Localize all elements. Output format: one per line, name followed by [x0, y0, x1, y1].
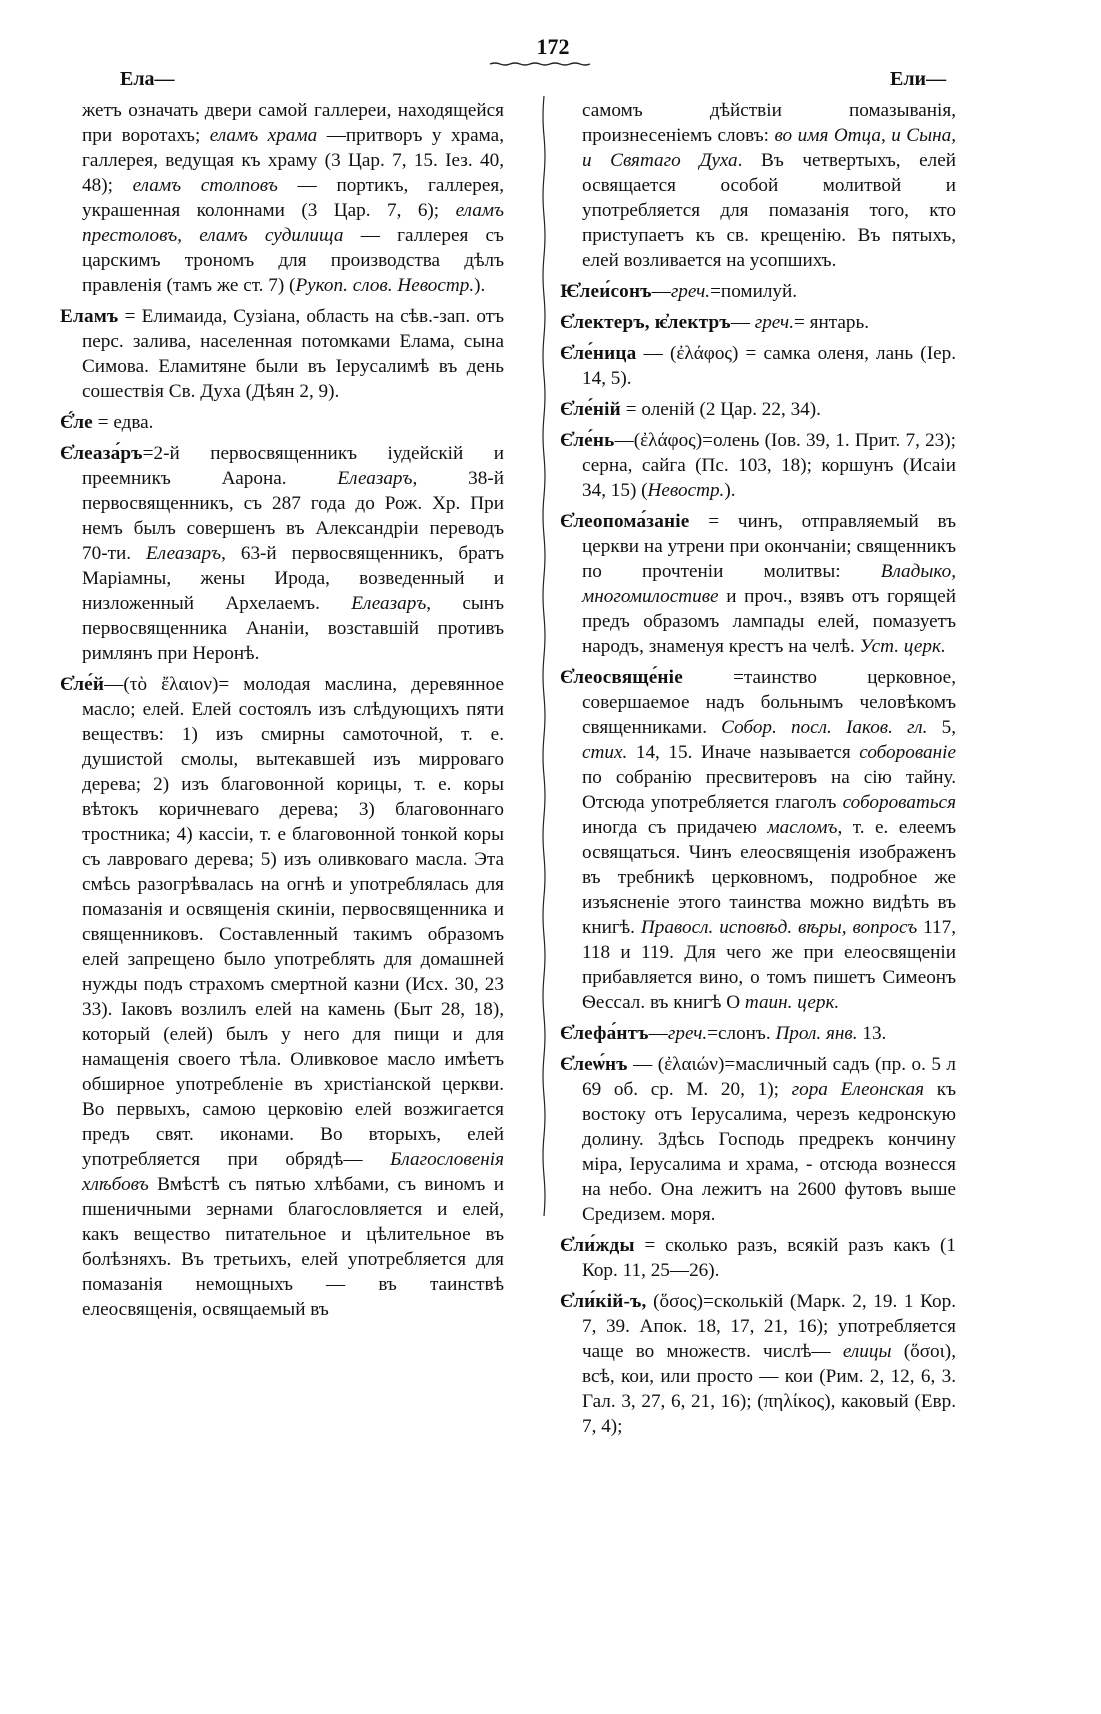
entry-elam: Еламъ = Елимаида, Сузіана, область на сѣв.-зап. отъ перс. залива, населенная потомками Елама, сына Симова. Еламитяне были въ Іерусалимѣ въ день сошествія Св. Духа (Дѣян 2, 9).	[60, 306, 504, 402]
headword: Є҆ле́ній	[560, 399, 621, 420]
page-number: 172	[536, 34, 570, 59]
page-number-wavy-rule	[490, 62, 590, 66]
column-divider	[540, 96, 548, 1216]
headword: Є҆ли́кій-ъ,	[560, 1291, 647, 1312]
entry-elen: Є҆ле́нь—(ἐλάφος)=олень (Іов. 39, 1. Прит. 7, 23); серна, сайга (Пс. 103, 18); коршунъ (Исаіи 34, 15) (Невостр.).	[560, 430, 956, 501]
entry-elei: Є҆ле́й—(τὸ ἔλαιον)= молодая маслина, деревянное масло; елей. Елей состоялъ изъ слѣдующихъ пяти веществъ: 1) изъ смирны самоточной, т. е. душистой смолы, вытекавшей изъ мирроваго дерева; 2) изъ благовонной корицы, т. е. коры вѣтокъ коричневаго дерева; 3) благовоннаго тростника; 4) кассіи, т. е благовонной тонкой коры съ лавроваго дерева; 5) изъ оливковаго масла. Эта смѣсь разогрѣвалась на огнѣ и употреблялась для помазанія и освященія скиніи, первосвященника и священниковъ. Составленный такимъ образомъ елей запрещено было употреблять для домашней нужды подъ страхомъ смертной казни (Исх. 30, 23 33). Іаковъ возлилъ елей на камень (Быт 28, 18), который (елей) былъ у него для пищи и для намащенія своего тѣла. Оливковое масло имѣетъ обширное употребленіе въ христіанской церкви. Во первыхъ, самою церковію елей возжигается предъ свят. иконами. Во вторыхъ, елей употребляется при обрядѣ— Благословенія хлѣбовъ Вмѣстѣ съ пятью хлѣбами, съ виномъ и пшеничными зернами благословляется и елей, какъ вещество питательное и цѣлительное въ болѣзняхъ. Въ третьихъ, елей употребляется для помазанія немощныхъ — въ таинствѣ елеосвященія, освящаемый въ	[60, 674, 504, 1320]
headword: Є҆́ле	[60, 412, 93, 433]
headword: Є҆леаза́ръ	[60, 443, 143, 464]
entry-elefant: Є҆лефа́нтъ—греч.=слонъ. Прол. янв. 13.	[560, 1023, 887, 1044]
right-column	[560, 98, 956, 1445]
headword: Є҆леѡ́нъ	[560, 1054, 628, 1075]
headword: Є҆ле́нь	[560, 430, 615, 451]
headword: Є҆лектеръ, ѥ҆лектръ	[560, 312, 731, 333]
entry-elekter: Є҆лектеръ, ѥ҆лектръ— греч.= янтарь.	[560, 312, 870, 333]
headword: Є҆леопома́заніе	[560, 511, 690, 532]
entry-elikii: Є҆ли́кій-ъ, (ὅσος)=сколькій (Марк. 2, 19. 1 Кор. 7, 39. Апок. 18, 17, 21, 16); употребляется чаще во множеств. числѣ— елицы (ὅσοι), всѣ, кои, или просто — кои (Рим. 2, 12, 6, 3. Гал. 3, 27, 6, 21, 16); (πηλίκος), каковый (Евр. 7, 4);	[560, 1291, 956, 1437]
headword: Є҆ле́й	[60, 674, 105, 695]
entry-elenii: Є҆ле́ній = оленій (2 Цар. 22, 34).	[560, 399, 821, 420]
headword: Є҆лефа́нтъ	[560, 1023, 649, 1044]
headword: Еламъ	[60, 306, 119, 327]
headword: Є҆ли́жды	[560, 1235, 635, 1256]
running-head-right: Ели—	[890, 68, 947, 90]
entry-ele: Є҆́ле = едва.	[60, 412, 154, 433]
entry-continuation-elei: самомъ дѣйствіи помазыванія, произнесеніемъ словъ: во имя Отца, и Сына, и Святаго Духа. Въ четвертыхъ, елей освящается особой молитвой и употребляется для помазанія того, кто приступаетъ къ св. крещенію. Въ пятыхъ, елей возливается на усопшихъ.	[582, 100, 957, 271]
entry-eleopomazanie: Є҆леопома́заніе = чинъ, отправляемый въ церкви на утрени при окончаніи; священникъ по прочтеніи молитвы: Владыко, многомилостиве и проч., взявъ отъ горящей предъ образомъ лампады елей, помазуетъ народъ, знаменуя крестъ на челѣ. Уст. церк.	[560, 511, 956, 657]
entry-continuation-elam: жетъ означать двери самой галлереи, находящейся при воротахъ; еламъ храма —притворъ у храма, галлерея, ведущая къ храму (3 Цар. 7, 15. Іез. 40, 48); еламъ столповъ — портикъ, галлерея, украшенная колоннами (3 Цар. 7, 6); еламъ престоловъ, еламъ судилища — галлерея съ царскимъ трономъ для производства дѣлъ правленія (тамъ же ст. 7) (Рукоп. слов. Невостр.).	[82, 100, 504, 296]
headword: Ѥ҆леи́сонъ	[560, 281, 652, 302]
entry-eleon: Є҆леѡ́нъ — (ἐλαιών)=масличный садъ (пр. о. 5 л 69 об. ср. М. 20, 1); гора Елеонская къ востоку отъ Іерусалима, черезъ кедронскую долину. Здѣсь Господь предрекъ кончину міра, Іерусалима и храма, - отсюда вознесся на небо. Она лежитъ на 2600 футовъ выше Средизем. моря.	[560, 1054, 957, 1225]
running-head-left: Ела—	[120, 68, 175, 90]
entry-elenitsa: Є҆ле́ница — (ἐλάφος) = самка оленя, лань (Іер. 14, 5).	[560, 343, 956, 389]
entry-eleison: Ѥ҆леи́сонъ—греч.=помилуй.	[560, 281, 798, 302]
entry-eleazar: Є҆леаза́ръ=2-й первосвященникъ іудейскій и преемникъ Аарона. Елеазаръ, 38-й первосвященникъ, съ 287 года до Рож. Хр. При немъ былъ совершенъ въ Александріи переводъ 70-ти. Елеазаръ, 63-й первосвященникъ, братъ Маріамны, жены Ирода, возведенный и низложенный Архелаемъ. Елеазаръ, сынъ первосвященника Ананіи, возставшій противъ римлянъ при Неронѣ.	[60, 443, 504, 664]
entry-eleosvyaschenie: Є҆леосвяще́ніе =таинство церковное, совершаемое надъ больнымъ человѣкомъ священниками. Собор. посл. Іаков. гл. 5, стих. 14, 15. Иначе называется соборованіе по собранію пресвитеровъ на сію тайну. Отсюда употребляется глаголъ собороваться иногда съ придачею масломъ, т. е. елеемъ освящаться. Чинъ елеосвященія изображенъ въ требникѣ церковномъ, подробное же изъясненіе этого таинства можно видѣть въ книгѣ. Правосл. исповѣд. вѣры, вопросъ 117, 118 и 119. Для чего же при елеосвященіи прибавляется вино, о томъ пишетъ Симеонъ Ѳессал. въ книгѣ О таин. церк.	[560, 667, 957, 1013]
entry-elizhdy: Є҆ли́жды = сколько разъ, всякій разъ какъ (1 Кор. 11, 25—26).	[560, 1235, 956, 1281]
headword: Є҆ле́ница	[560, 343, 637, 364]
left-column	[60, 98, 504, 1328]
headword: Є҆леосвяще́ніе	[560, 667, 683, 688]
